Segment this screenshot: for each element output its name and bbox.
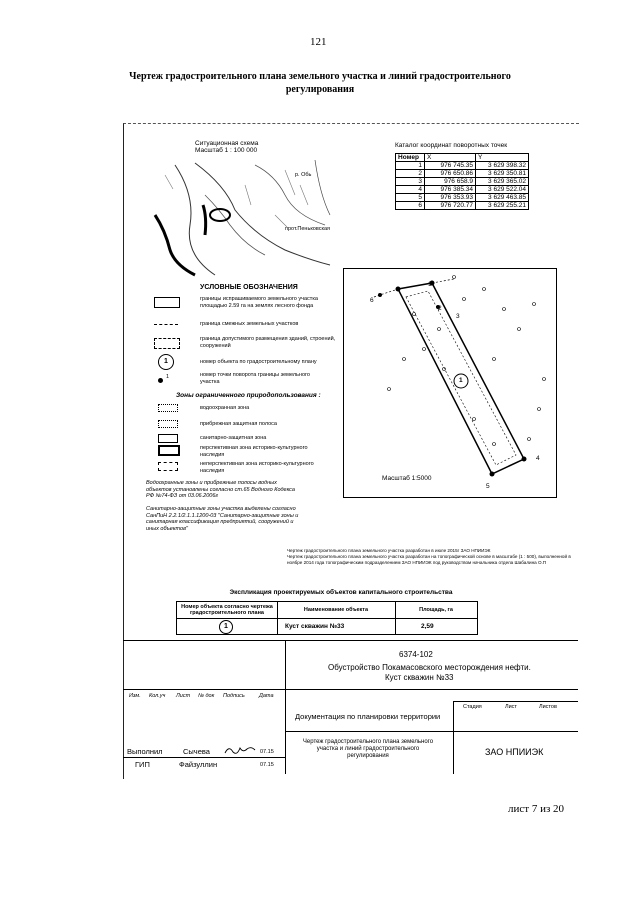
- stamp-col-sign: Подпись: [223, 693, 245, 699]
- stamp-row-divider: [285, 731, 578, 732]
- stamp-row-divider: [123, 689, 578, 690]
- catalog-cell: 3 629 522.04: [476, 185, 529, 193]
- zones-title: Зоны ограниченного природопользования :: [176, 392, 321, 399]
- stamp-sheet-title: Чертеж градостроительного плана земельного участка и линий градостроительного регулирования: [302, 739, 434, 759]
- catalog-cell: 976 650.86: [425, 169, 476, 177]
- legend-swatch-building: [154, 338, 180, 349]
- stamp-role-2: ГИП: [135, 760, 150, 769]
- signature: [223, 744, 257, 756]
- coordinate-catalog: [395, 142, 529, 210]
- catalog-cell: 976 720.77: [425, 201, 476, 209]
- legend-swatch-object: [158, 354, 174, 370]
- prepared-note: Чертеж градостроительного плана земельного участка разработан в июле 2015г ЗАО НПИИЭК Чертеж градостроительного плана земельного участка разработан на топографической основе в масштабе (1 : 500), выполненной в ноябре 2014 года топографическим подразделением ЗАО НПИИЭК под руководством начальника отдела Шабалина О.П: [287, 548, 571, 565]
- situation-title: Ситуационная схема: [195, 140, 259, 147]
- catalog-header-num: Номер: [396, 153, 425, 161]
- stamp-col-doc: № док: [198, 693, 215, 699]
- stamp-company: ЗАО НПИИЭК: [485, 747, 544, 757]
- zone-swatch-perspective: [158, 445, 180, 456]
- zone-water: водоохранная зона: [200, 405, 250, 411]
- catalog-cell: 3 629 365.02: [476, 177, 529, 185]
- plan-scale: Масштаб 1:5000: [382, 475, 432, 482]
- legend-point-marker: 1: [166, 374, 170, 380]
- channel-label: прот.Пеньковская: [285, 226, 331, 232]
- catalog-cell: 1: [396, 161, 425, 169]
- zone-perspective: перспективная зона историко-культурного наследия: [200, 445, 308, 458]
- situation-scale: Масштаб 1 : 100 000: [195, 147, 258, 154]
- table-row: [396, 161, 529, 169]
- legend-item-adjacent: граница смежных земельных участков: [200, 321, 299, 327]
- stamp-col-kol: Кол.уч: [149, 693, 166, 699]
- stamp-role-1: Выполнил: [127, 747, 163, 756]
- catalog-header-x: X: [425, 153, 476, 161]
- stamp-name-1: Сычева: [183, 747, 210, 756]
- catalog-cell: 3: [396, 177, 425, 185]
- explication-table: [176, 601, 478, 635]
- stamp-project-2: Куст скважин №33: [385, 673, 454, 682]
- zone-coast: прибрежная защитная полоса: [200, 421, 277, 427]
- catalog-cell: 5: [396, 193, 425, 201]
- catalog-cell: 3 629 255.21: [476, 201, 529, 209]
- legend-swatch-adjacent: [154, 324, 178, 325]
- legend-item-parcel: границы испрашиваемого земельного участка площадью 2.59 га на землях лесного фонда: [200, 296, 318, 309]
- catalog-cell: 3 629 463.85: [476, 193, 529, 201]
- plan-svg: [344, 269, 556, 497]
- site-plan: [343, 268, 557, 498]
- situation-scheme: [135, 140, 335, 280]
- plan-point-3: 3: [456, 313, 460, 320]
- river-label: р. Обь: [295, 172, 312, 178]
- catalog-cell: 3 629 398.32: [476, 161, 529, 169]
- title-line-2: регулирования: [285, 84, 355, 95]
- explication-title: Экспликация проектируемых объектов капитального строительства: [229, 589, 453, 596]
- legend-note-water: Водоохранные зоны и прибрежные полосы водных объектов установлены согласно ст.65 Водного Кодекса РФ №74-ФЗ от 03.06.2006г: [146, 480, 295, 499]
- catalog-table: [395, 153, 529, 210]
- stamp-doc: Документация по планировки территории: [295, 712, 441, 721]
- legend-object-marker: 1: [164, 358, 168, 365]
- catalog-cell: 4: [396, 185, 425, 193]
- catalog-cell: 976 353.93: [425, 193, 476, 201]
- zone-nonperspective: неперспективная зона историко-культурного наследия: [200, 461, 314, 474]
- explication-header-number: Номер объекта согласно чертежа градостроительного плана: [181, 603, 273, 616]
- stamp-date-1: 07.15: [260, 749, 274, 755]
- explication-object-number: 1: [224, 622, 228, 630]
- legend-swatch-point: [158, 378, 163, 383]
- stamp-col-divider: [453, 701, 454, 774]
- explication-object-circle: [219, 620, 233, 634]
- plan-point-1: 1: [428, 281, 432, 288]
- catalog-header-row: [396, 153, 529, 161]
- stamp-col-izm: Изм.: [129, 693, 141, 699]
- legend-item-object: номер объекта по градостроительному плану: [200, 359, 317, 365]
- explication-object-area: 2,59: [421, 622, 434, 630]
- legend-note-sanitary: Санитарно-защитные зоны участка выделены согласно СанПиН 2.2.1/2.1.1.1200-03 "Санитарно-защитные зоны и санитарная классификация предприятий, сооружений и иных объектов": [146, 506, 299, 532]
- catalog-cell: 6: [396, 201, 425, 209]
- legend-swatch-parcel: [154, 297, 180, 308]
- stamp-name-2: Файзуллин: [179, 760, 218, 769]
- catalog-header-y: Y: [476, 153, 529, 161]
- page-number: 121: [310, 36, 327, 48]
- catalog-cell: 976 658.9: [425, 177, 476, 185]
- zone-sanitary: санитарно-защитная зона: [200, 435, 267, 441]
- stamp-left-divider: [285, 641, 286, 774]
- explication-header-area: Площадь, га: [419, 606, 453, 613]
- title-block: [123, 640, 578, 774]
- stamp-date-2: 07.15: [260, 762, 274, 768]
- stamp-row-divider: [123, 757, 285, 758]
- page-title: [100, 70, 540, 96]
- legend-item-point: номер точки поворота границы земельного участка: [200, 372, 310, 385]
- stamp-row-divider: [453, 701, 578, 702]
- plan-object-number: 1: [459, 377, 463, 384]
- table-row: [396, 193, 529, 201]
- explication-row-divider: [177, 618, 477, 619]
- stamp-sheets: Листов: [539, 704, 557, 710]
- catalog-cell: 976 385.34: [425, 185, 476, 193]
- explication: [176, 589, 476, 635]
- plan-point-6: 6: [370, 297, 374, 304]
- plan-point-4: 4: [536, 455, 540, 462]
- zone-swatch-water: [158, 404, 178, 412]
- legend-item-building: граница допустимого размещения зданий, строений, сооружений: [200, 336, 336, 349]
- plan-point-5: 5: [486, 483, 490, 490]
- title-line-1: Чертеж градостроительного плана земельного участка и линий градостроительного: [129, 71, 511, 82]
- zone-swatch-coast: [158, 420, 178, 428]
- table-row: [396, 201, 529, 209]
- plan-point-2: 2: [438, 305, 442, 312]
- explication-object-name: Куст скважин №33: [285, 622, 345, 630]
- explication-header-name: Наименование объекта: [303, 606, 369, 613]
- catalog-title: Каталог координат поворотных точек: [395, 142, 508, 149]
- catalog-cell: 976 745.35: [425, 161, 476, 169]
- stamp-col-list: Лист: [176, 693, 191, 699]
- legend: [146, 284, 342, 544]
- table-row: [396, 185, 529, 193]
- stamp-code: 6374-102: [399, 650, 433, 659]
- catalog-cell: 2: [396, 169, 425, 177]
- zone-swatch-nonperspective: [158, 462, 178, 471]
- stamp-stage: Стадия: [463, 704, 482, 710]
- table-row: [396, 169, 529, 177]
- catalog-cell: 3 629 350.81: [476, 169, 529, 177]
- legend-title: УСЛОВНЫЕ ОБОЗНАЧЕНИЯ: [200, 284, 298, 291]
- zone-swatch-sanitary: [158, 434, 178, 443]
- table-row: [396, 177, 529, 185]
- stamp-project: Обустройство Покамасовского месторождения нефти.: [328, 663, 531, 672]
- sheet-label: лист 7 из 20: [508, 803, 565, 815]
- stamp-col-date: Дата: [259, 693, 274, 699]
- stamp-sheet: Лист: [505, 704, 517, 710]
